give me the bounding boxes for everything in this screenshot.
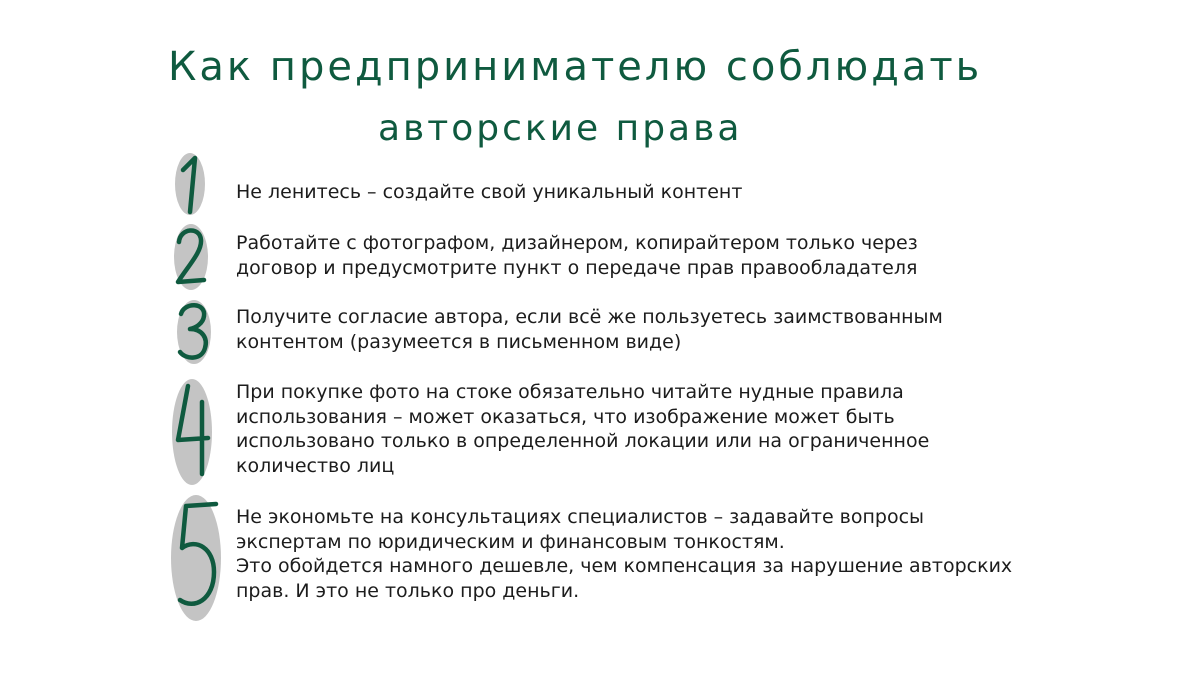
item-line: договор и предусмотрите пункт о передаче прав правообладателя [236, 256, 918, 279]
number-four-icon [166, 376, 218, 488]
item-text [236, 305, 943, 354]
number-one-icon [166, 150, 214, 218]
item-line: количество лиц [236, 454, 395, 477]
item-line: контентом (разумеется в письменном виде) [236, 330, 682, 353]
number-three-icon [170, 296, 218, 368]
item-text [236, 180, 742, 205]
number-two-icon [166, 220, 216, 294]
number-badge [166, 150, 214, 218]
number-badge [166, 376, 218, 488]
number-five-icon [164, 492, 228, 624]
item-line: При покупке фото на стоке обязательно читайте нудные правила [236, 381, 904, 403]
item-text [236, 231, 918, 280]
item-line: экспертам по юридическим и финансовым тонкостям. [236, 530, 785, 553]
title-line-1: Как предпринимателю соблюдать [168, 44, 983, 90]
item-text [236, 505, 1012, 603]
slide-title [0, 0, 1200, 160]
number-badge [170, 296, 218, 368]
item-line: Это обойдется намного дешевле, чем компенсация за нарушение авторских [236, 555, 1013, 577]
number-badge [166, 220, 216, 294]
title-line-2: авторские права [378, 108, 743, 149]
item-line: Не ленитесь – создайте свой уникальный контент [236, 181, 743, 203]
item-line: использовано только в определенной локации или на ограниченное [236, 430, 930, 452]
number-badge [164, 492, 228, 624]
item-line: использования – может оказаться, что изображение может быть [236, 405, 895, 428]
item-text [236, 380, 929, 478]
item-line: Не экономьте на консультациях специалистов – задавайте вопросы [236, 506, 925, 528]
item-line: Получите согласие автора, если всё же пользуетесь заимствованным [236, 306, 943, 328]
item-line: прав. И это не только про деньги. [236, 579, 580, 602]
item-line: Работайте с фотографом, дизайнером, копирайтером только через [236, 232, 918, 254]
